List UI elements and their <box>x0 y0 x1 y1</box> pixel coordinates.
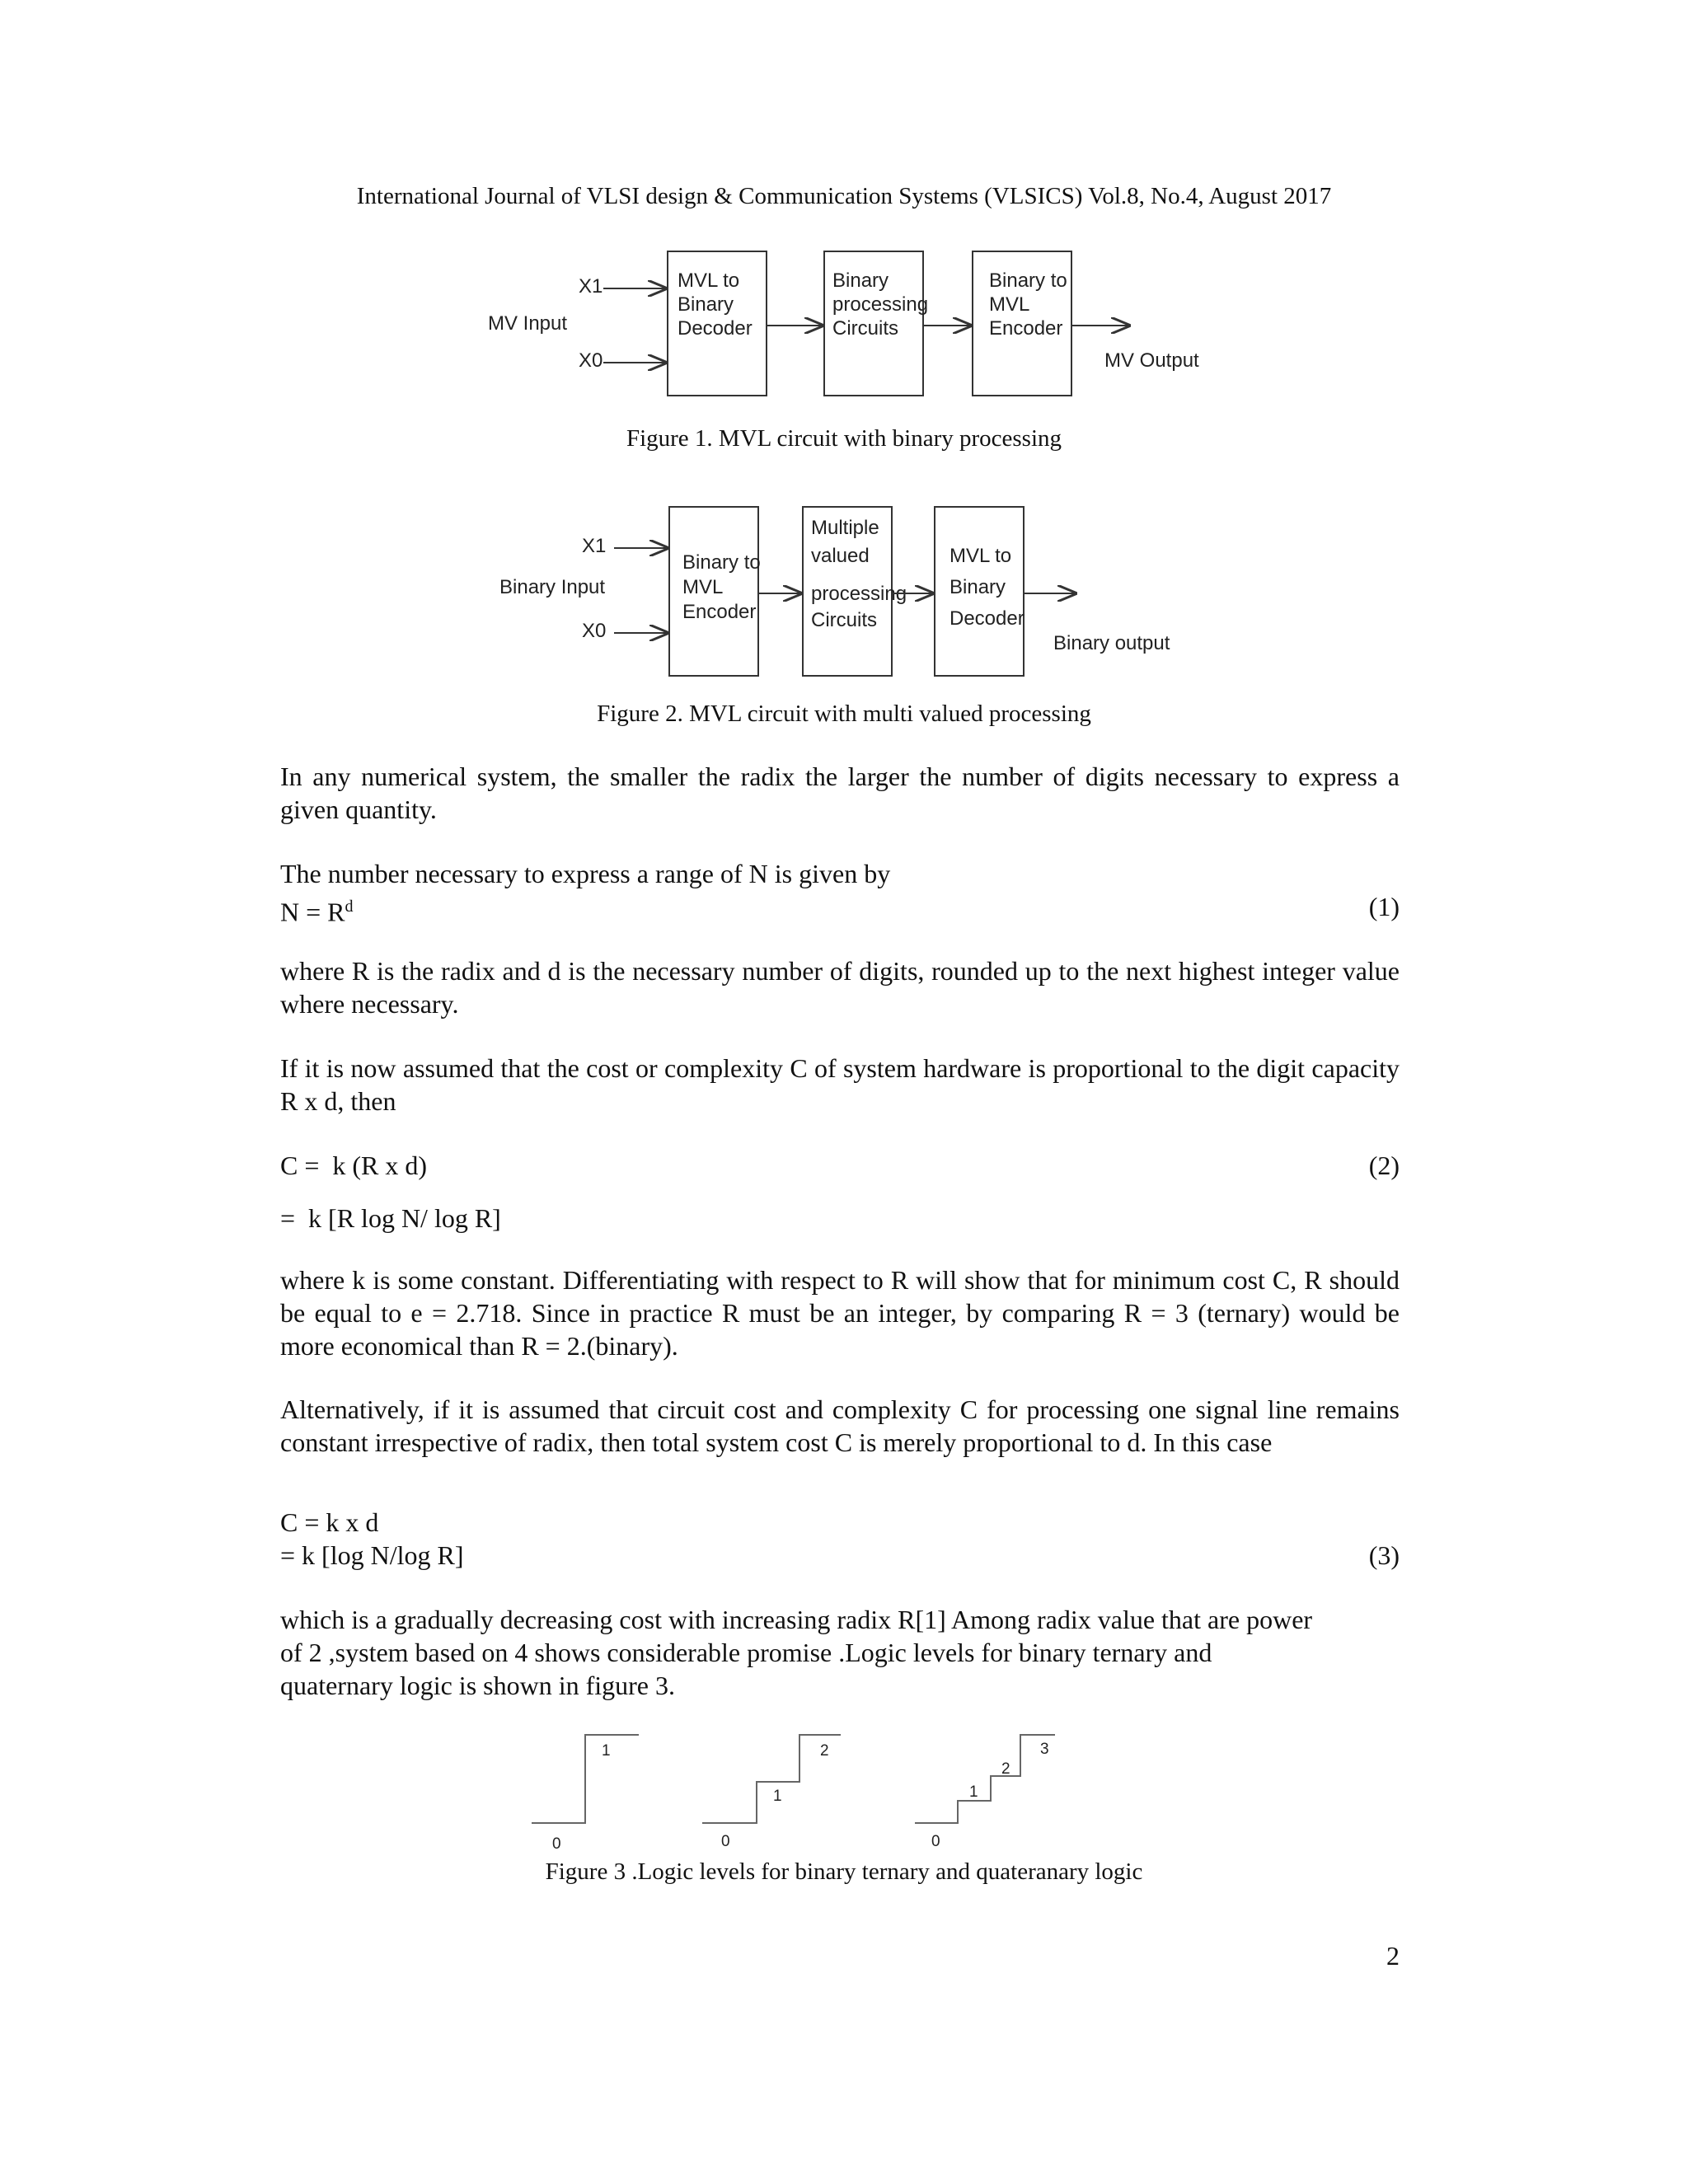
mv-input-label: MV Input <box>488 312 568 335</box>
equation-2-number: (2) <box>1368 1151 1400 1180</box>
quaternary-level-1: 1 <box>969 1783 978 1801</box>
block3-label: MVL to Binary Decoder <box>950 545 1025 630</box>
paragraph-6: Alternatively, if it is assumed that circuit cost and complexity C for processing one signal line remains constant irrespective of radix, then total system cost C is merely proportional to d. In this case <box>280 1394 1400 1457</box>
page-number: 2 <box>1386 1941 1400 1971</box>
paragraph-1: In any numerical system, the smaller the radix the larger the number of digits necessary to express a given quantity. <box>280 762 1400 824</box>
ternary-level-1: 1 <box>773 1788 782 1805</box>
equation-3b <box>280 1539 1400 1572</box>
equation-3a: C = k x d <box>280 1507 379 1537</box>
binary-input-label: Binary Input <box>499 576 606 598</box>
running-header: International Journal of VLSI design & Communication Systems (VLSICS) Vol.8, No.4, August 2017 <box>356 183 1332 209</box>
x1-label: X1 <box>582 535 607 557</box>
quaternary-levels <box>915 1735 1055 1850</box>
equation-3-number: (3) <box>1368 1540 1400 1570</box>
figure-3-logic-levels <box>519 1722 1080 1854</box>
figure-1-caption: Figure 1. MVL circuit with binary processing <box>626 425 1062 452</box>
block3-label: Binary to MVL Encoder <box>989 269 1067 340</box>
figure-2-diagram <box>495 503 1203 680</box>
block2-label: Binary processing Circuits <box>832 269 929 340</box>
paragraph-5: where k is some constant. Differentiating with respect to R will show that for minimum cost C, R should be equal to e = 2.718. Since in practice R must be an integer, by comparing R = 3 (ternary) would be more economical than R = 2.(binary). <box>280 1265 1400 1361</box>
paragraph-3: where R is the radix and d is the necessary number of digits, rounded up to the next highest integer value where necessary. <box>280 956 1400 1019</box>
figure-2-caption: Figure 2. MVL circuit with multi valued processing <box>597 701 1091 727</box>
ternary-level-2: 2 <box>820 1742 829 1760</box>
figure-3-caption: Figure 3 .Logic levels for binary ternary and quateranary logic <box>545 1858 1143 1885</box>
x0-label: X0 <box>582 620 607 642</box>
x1-label: X1 <box>579 275 603 298</box>
block1-label: MVL to Binary Decoder <box>678 269 753 340</box>
ternary-levels <box>702 1735 841 1850</box>
binary-level-1: 1 <box>602 1742 611 1760</box>
binary-output-label: Binary output <box>1053 632 1170 654</box>
block2-label: Multiple valued processing Circuits <box>811 517 907 631</box>
binary-levels <box>532 1735 639 1853</box>
equation-2-text: C = k (R x d) <box>280 1151 428 1180</box>
x0-label: X0 <box>579 349 603 372</box>
equation-1 <box>280 890 1400 929</box>
ternary-level-0: 0 <box>721 1833 730 1850</box>
paragraph-7-line-1: which is a gradually decreasing cost with increasing radix R[1] Among radix value that are power <box>280 1605 1313 1634</box>
equation-1-base: N = R <box>280 897 345 927</box>
equation-2-continued: = k [R log N/ log R] <box>280 1203 501 1233</box>
binary-level-0: 0 <box>552 1835 561 1853</box>
quaternary-level-2: 2 <box>1001 1760 1010 1778</box>
equation-1-exponent: d <box>345 898 354 916</box>
paragraph-7-line-2: of 2 ,system based on 4 shows considerable promise .Logic levels for binary ternary and <box>280 1638 1212 1667</box>
paragraph-2: The number necessary to express a range of N is given by <box>280 859 891 888</box>
equation-1-number: (1) <box>1368 892 1400 921</box>
paragraph-4: If it is now assumed that the cost or complexity C of system hardware is proportional to the digit capacity R x d, then <box>280 1053 1400 1116</box>
equation-2 <box>280 1149 1400 1182</box>
block1-label: Binary to MVL Encoder <box>682 551 761 623</box>
mv-output-label: MV Output <box>1104 349 1199 372</box>
paragraph-7-line-3: quaternary logic is shown in figure 3. <box>280 1671 675 1700</box>
figure-1-diagram <box>478 243 1220 408</box>
quaternary-level-3: 3 <box>1040 1741 1049 1758</box>
equation-3b-text: = k [log N/log R] <box>280 1540 464 1570</box>
quaternary-level-0: 0 <box>931 1833 940 1850</box>
